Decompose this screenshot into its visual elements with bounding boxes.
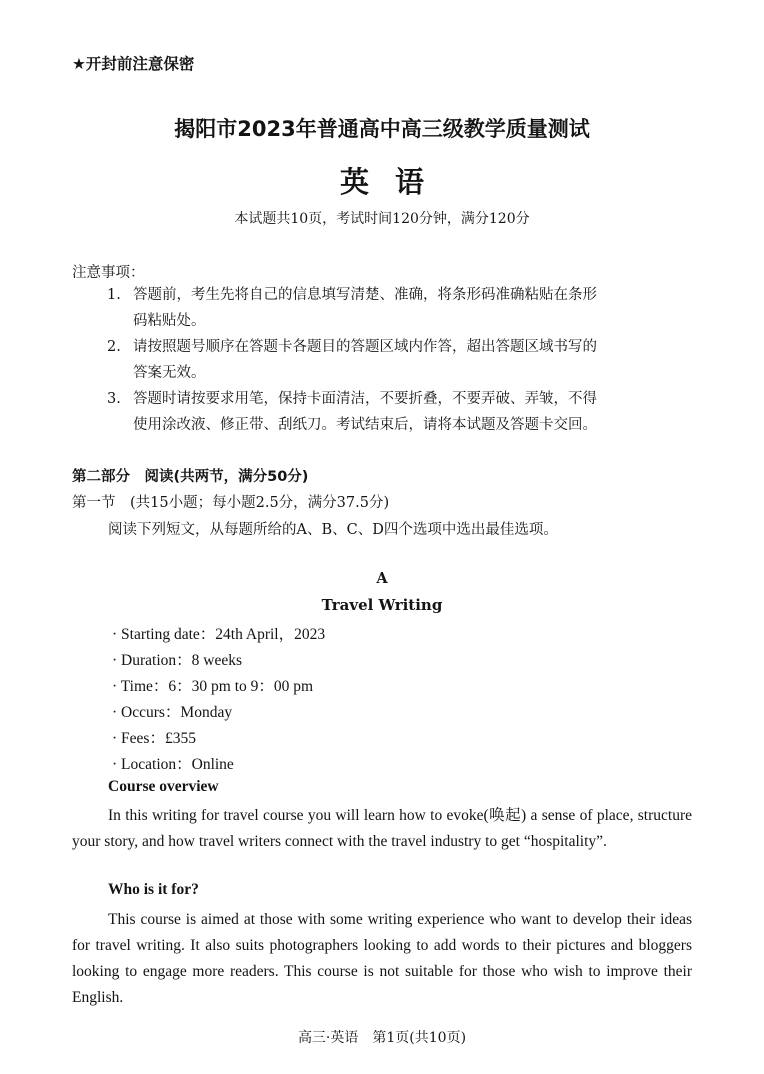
note-text: 请按照题号顺序在答题卡各题目的答题区域内作答，超出答题区域书写的 <box>133 339 597 355</box>
note-item-2 <box>107 334 692 386</box>
course-detail-occurs: · Occurs：Monday <box>112 704 233 721</box>
note-text-continued: 答案无效。 <box>133 365 206 381</box>
course-detail-fees: · Fees：£355 <box>112 730 196 747</box>
page-footer: 高三·英语 第1页(共10页) <box>297 1030 467 1046</box>
audience-text: This course is aimed at those with some writing experience who want to develop their ideas for travel writing. It also suits photographers looking to add words to their pictures and bloggers looking to engage more readers. This course is not suitable for those who wish to improve their English. <box>72 911 692 1006</box>
note-number: 3. <box>107 391 121 407</box>
exam-info: 本试题共10页，考试时间120分钟，满分120分 <box>234 211 530 227</box>
note-number: 2. <box>107 339 121 355</box>
note-text-continued: 码粘贴处。 <box>133 313 206 329</box>
note-text: 答题时请按要求用笔，保持卡面清洁，不要折叠，不要弄破、弄皱，不得 <box>133 391 597 407</box>
note-item-1 <box>107 282 692 334</box>
subject-title: 英语 <box>339 165 450 199</box>
section-heading: 第一节 (共15小题；每小题2.5分，满分37.5分) <box>72 495 390 511</box>
exam-title: 揭阳市2023年普通高中高三级教学质量测试 <box>174 117 590 141</box>
course-overview-heading: Course overview <box>108 778 219 795</box>
passage-title: Travel Writing <box>321 596 443 614</box>
note-item-3 <box>107 386 692 438</box>
course-overview-text: In this writing for travel course you will learn how to evoke(唤起) a sense of place, structure your story, and how travel writers connect with the travel industry to get “hospitality”. <box>72 807 692 850</box>
note-text: 答题前，考生先将自己的信息填写清楚、准确，将条形码准确粘贴在条形 <box>133 287 597 303</box>
course-detail-time: · Time：6：30 pm to 9：00 pm <box>112 678 314 695</box>
passage-letter: A <box>376 570 388 587</box>
course-detail-duration: · Duration：8 weeks <box>112 652 242 669</box>
course-detail-start-date: · Starting date：24th April，2023 <box>112 626 326 643</box>
notes-heading: 注意事项： <box>72 265 145 281</box>
audience-heading: Who is it for? <box>108 881 199 898</box>
reading-instruction: 阅读下列短文，从每题所给的A、B、C、D四个选项中选出最佳选项。 <box>108 522 558 538</box>
confidential-notice: ★开封前注意保密 <box>72 55 195 73</box>
note-number: 1. <box>107 287 121 303</box>
note-text-continued: 使用涂改液、修正带、刮纸刀。考试结束后，请将本试题及答题卡交回。 <box>133 417 597 433</box>
part-heading: 第二部分 阅读(共两节，满分50分) <box>72 469 309 485</box>
course-detail-location: · Location：Online <box>112 756 234 773</box>
